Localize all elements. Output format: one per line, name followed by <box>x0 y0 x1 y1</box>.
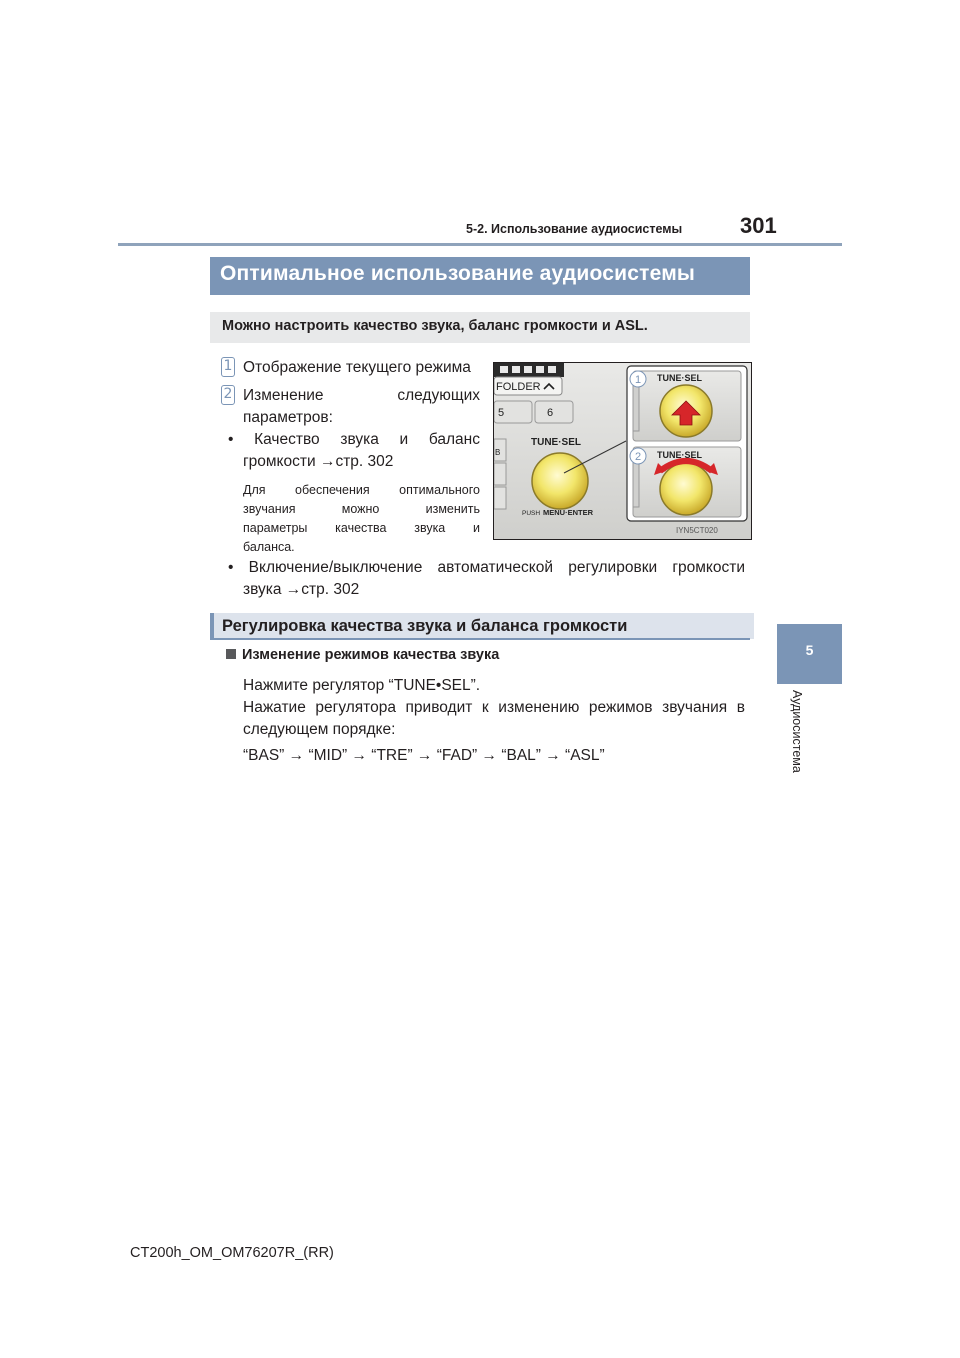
tune-sel-label: TUNE·SEL <box>531 437 581 448</box>
section-header: 5-2. Использование аудиосистемы <box>466 222 683 236</box>
note-line3: параметры качества звука и <box>243 521 480 535</box>
item-number-1: 1 <box>221 357 235 377</box>
item-2-line1: Изменение следующих <box>243 387 480 404</box>
para-2-line2: следующем порядке: <box>243 721 396 738</box>
item-1-text: Отображение текущего режима <box>243 359 471 376</box>
tune-sel-label-1: TUNE·SEL <box>657 373 702 383</box>
mode-sequence: “BAS” → “MID” → “TRE” → “FAD” → “BAL” → “ASL” <box>243 747 605 764</box>
audio-panel-figure <box>493 362 752 540</box>
section-heading: Регулировка качества звука и баланса громкости <box>222 617 628 635</box>
note-line1: Для обеспечения оптимального <box>243 483 480 497</box>
document-code: CT200h_OM_OM76207R_(RR) <box>130 1245 334 1261</box>
callout-1: 1 <box>635 374 642 386</box>
audio-panel-illustration <box>494 363 751 539</box>
note-line2: звучания можно изменить <box>243 502 480 516</box>
knob-turn <box>660 463 712 515</box>
chapter-title-vertical <box>786 690 806 790</box>
note-line4: баланса. <box>243 540 295 554</box>
summary-text: Можно настроить качество звука, баланс громкости и ASL. <box>222 318 648 334</box>
bullet-1-line1: • Качество звука и баланс <box>228 431 480 448</box>
folder-label: FOLDER <box>496 381 541 393</box>
chapter-title: Аудиосистема <box>790 690 804 773</box>
subheading <box>226 647 499 663</box>
figure-code: IYN5CT020 <box>676 526 718 535</box>
bullet-2-line2: звука →стр. 302 <box>243 581 360 598</box>
page-title: Оптимальное использование аудиосистемы <box>220 262 696 285</box>
header-divider <box>118 243 842 246</box>
btn5-label: 5 <box>498 407 505 419</box>
item-number-2: 2 <box>221 385 235 405</box>
preset-button-6 <box>535 401 573 423</box>
chapter-number: 5 <box>805 642 814 658</box>
para-2-line1: Нажатие регулятора приводит к изменению режимов звучания в <box>243 699 745 716</box>
page-number: 301 <box>740 213 777 238</box>
bullet-1-line2: громкости →стр. 302 <box>243 453 394 470</box>
para-1: Нажмите регулятор “TUNE•SEL”. <box>243 677 481 694</box>
bullet-2-line1: • Включение/выключение автоматической регулировки громкости <box>228 559 745 576</box>
section-heading-rule <box>210 638 750 640</box>
menu-enter-label: MENU·ENTER <box>543 508 593 517</box>
side-b-label: B <box>495 448 501 457</box>
tune-sel-label-2: TUNE·SEL <box>657 450 702 460</box>
push-label: PUSH <box>522 510 541 517</box>
square-bullet-icon <box>226 649 236 659</box>
item-2-line2: параметров: <box>243 409 333 426</box>
callout-2: 2 <box>635 451 642 463</box>
subheading-text: Изменение режимов качества звука <box>242 647 500 663</box>
btn6-label: 6 <box>547 407 554 419</box>
tune-sel-knob <box>532 453 588 509</box>
